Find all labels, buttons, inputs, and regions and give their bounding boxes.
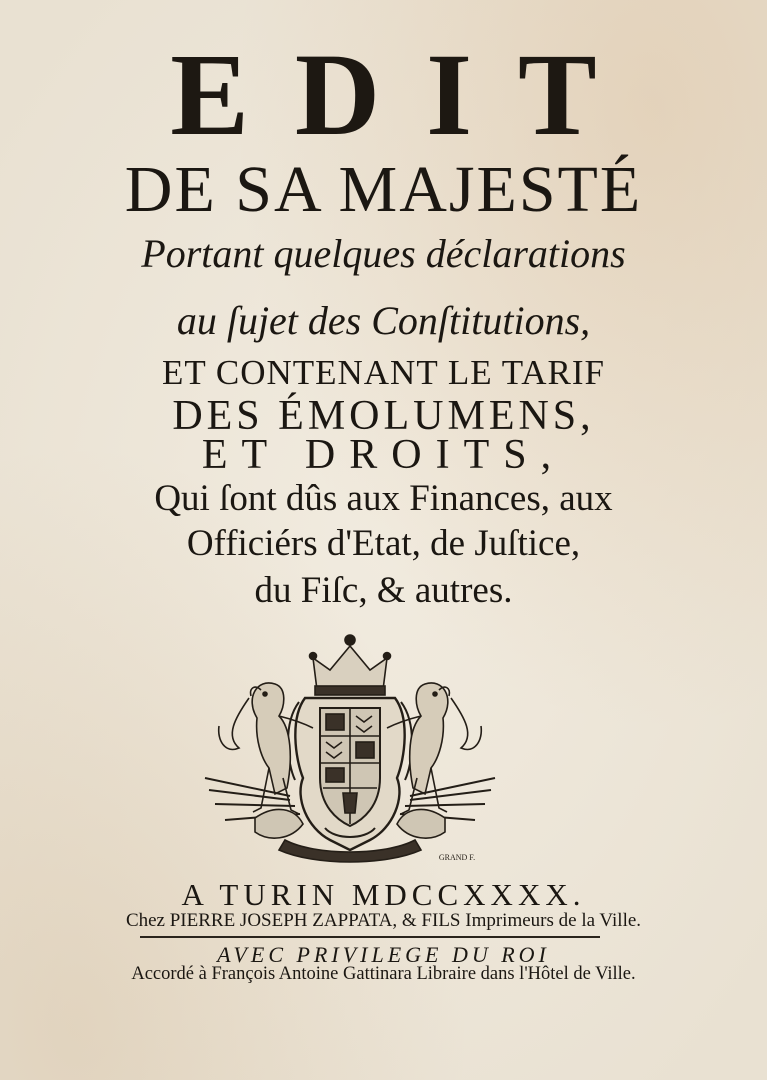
engraver-signature: GRAND F. xyxy=(438,853,476,862)
contenant-line: ET CONTENANT LE TARIF xyxy=(161,353,606,392)
shield-icon xyxy=(320,708,380,826)
imprint-accorde: Accordé à François Antoine Gattinara Libraire dans l'Hôtel de Ville. xyxy=(131,964,636,984)
finances-line: Qui ſont dûs aux Finances, aux xyxy=(154,478,613,519)
imprint-printer: Chez PIERRE JOSEPH ZAPPATA, & FILS Imprimeurs de la Ville. xyxy=(125,910,642,931)
crown-icon xyxy=(310,635,391,695)
coat-of-arms-emblem xyxy=(195,628,505,868)
imprint-place-date: A TURIN MDCCXXXX. xyxy=(181,877,586,912)
imprint-rule xyxy=(140,936,600,938)
officiers-line: Officiérs d'Etat, de Juſtice, xyxy=(186,523,581,564)
sujet-line: au ſujet des Conſtitutions, xyxy=(176,298,591,343)
portant-line: Portant quelques déclarations xyxy=(141,231,626,276)
emolumens-line: DES ÉMOLUMENS, xyxy=(172,393,595,439)
droits-line: ET DROITS, xyxy=(201,432,566,478)
fisc-line: du Fiſc, & autres. xyxy=(254,570,513,611)
imprint-privilege: AVEC PRIVILEGE DU ROI xyxy=(217,942,550,967)
edit-heading: EDIT xyxy=(170,29,643,160)
de-sa-majeste-heading: DE SA MAJESTÉ xyxy=(124,153,643,226)
